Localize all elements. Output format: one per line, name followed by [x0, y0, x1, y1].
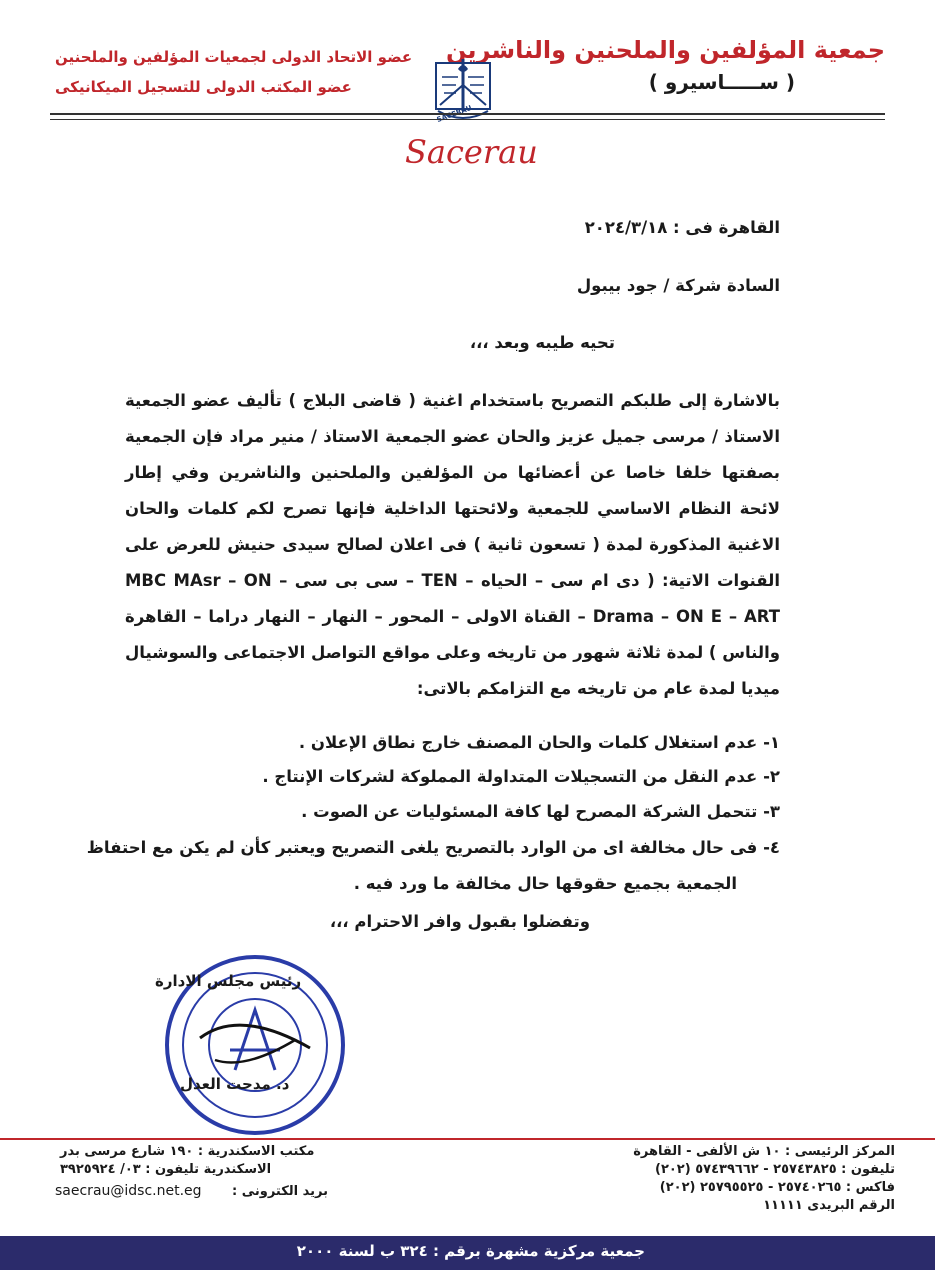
alex-phone: الاسكندرية تليفون : ٠٣/ ٣٩٢٥٩٢٤ [60, 1162, 272, 1177]
membership-line-1: عضو الاتحاد الدولى لجمعيات المؤلفين والملحنين [55, 48, 413, 66]
brand-script: Sacerau [405, 133, 538, 171]
email-link[interactable]: saecrau@idsc.net.eg [55, 1183, 202, 1199]
condition-2: ٢- عدم النقل من التسجيلات المتداولة المملوكة لشركات الإنتاج . [262, 767, 780, 786]
hq-postal: الرقم البريدى ١١١١١ [763, 1198, 895, 1213]
header-rule-bottom [50, 119, 885, 120]
membership-line-2: عضو المكتب الدولى للتسجيل الميكانيكى [55, 78, 352, 96]
recipient: السادة شركة / جود بيبول [576, 276, 780, 295]
registration-text: جمعية مركزية مشهرة برقم : ٣٢٤ ب لسنة ٢٠٠٠ [296, 1242, 645, 1260]
date-line: القاهرة فى : ٢٠٢٤/٣/١٨ [584, 218, 780, 237]
hq-address: المركز الرئيسى : ١٠ ش الألفى - القاهرة [633, 1144, 895, 1159]
alex-address: مكتب الاسكندرية : ١٩٠ شارع مرسى بدر [60, 1144, 315, 1159]
header-rule-top [50, 113, 885, 115]
hq-phone: تليفون : ٢٥٧٤٣٨٢٥ - ٥٧٤٣٩٦٦٢ (٢٠٢) [654, 1162, 895, 1177]
logo-label: SACERAU [435, 103, 473, 125]
hq-fax: فاكس : ٢٥٧٤٠٢٦٥ - ٢٥٧٩٥٥٢٥ (٢٠٢) [659, 1180, 895, 1195]
email-label: بريد الكترونى : [232, 1184, 329, 1199]
signature-title: رئيس مجلس الادارة [155, 972, 302, 990]
condition-4: ٤- فى حال مخالفة اى من الوارد بالتصريح يلغى التصريح ويعتبر كأن لم يكن مع احتفاظ [86, 838, 780, 857]
signature-name: د. مدحت العدل [180, 1075, 290, 1093]
closing: وتفضلوا بقبول وافر الاحترام ،،، [329, 912, 590, 931]
condition-4-continued: الجمعية بجميع حقوقها حال مخالفة ما ورد فيه . [353, 874, 737, 893]
org-name: جمعية المؤلفين والملحنين والناشرين [445, 36, 885, 64]
letter-body: بالاشارة إلى طلبكم التصريح باستخدام اغنية ( قاضى البلاج ) تأليف عضو الجمعية الاستاذ / مرسى جميل عزيز والحان عضو الجمعية الاستاذ / منير مراد فإن الجمعية بصفتها خلفا خاصا عن أعضائها من المؤلفين والملحنين والناشرين وفي إطار لائحة النظام الاساسي للجمعية ولائحتها الداخلية فإنها تصرح لكم كلمات والحان الاغنية المذكورة لمدة ( تسعون ثانية ) فى اعلان لصالح سيدى حنيش للعرض على القنوات الاتية: ( دى ام سى – الحياه – TEN – سى بى سى – MBC MAsr – ON Drama – ON E – ART – القناة الاولى – المحور – النهار – النهار دراما – القاهرة والناس ) لمدة ثلاثة شهور من تاريخه وعلى مواقع التواصل الاجتماعى والسوشيال ميديا لمدة عام من تاريخه مع التزامكم بالاتى: [124, 391, 780, 698]
org-abbrev: ( ســـــاسيرو ) [648, 70, 795, 94]
condition-3: ٣- تتحمل الشركة المصرح لها كافة المسئوليات عن الصوت . [301, 802, 780, 821]
greeting: تحيه طيبه وبعد ،،، [469, 333, 615, 352]
condition-1: ١- عدم استغلال كلمات والحان المصنف خارج نطاق الإعلان . [298, 733, 780, 752]
footer-rule [0, 1138, 935, 1140]
